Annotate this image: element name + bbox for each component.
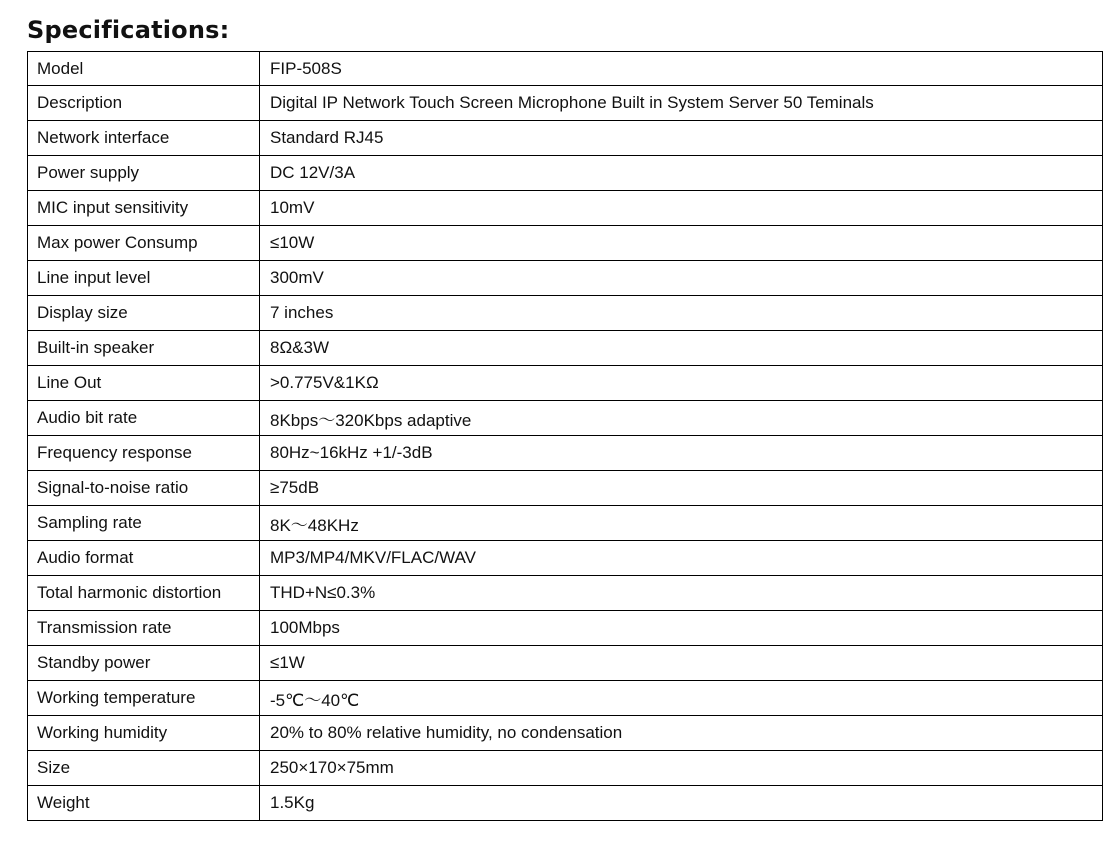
spec-row-weight (28, 786, 1103, 821)
spec-value: ≤1W (260, 646, 1103, 681)
spec-value: THD+N≤0.3% (260, 576, 1103, 611)
spec-value: 10mV (260, 191, 1103, 226)
spec-value: ≤10W (260, 226, 1103, 261)
spec-row-signal-to-noise (28, 471, 1103, 506)
spec-row-description (28, 86, 1103, 121)
spec-label: Audio bit rate (28, 401, 260, 436)
spec-value: MP3/MP4/MKV/FLAC/WAV (260, 541, 1103, 576)
spec-label: Size (28, 751, 260, 786)
spec-value: ≥75dB (260, 471, 1103, 506)
spec-row-line-input-level (28, 261, 1103, 296)
spec-row-frequency-response (28, 436, 1103, 471)
spec-value: 20% to 80% relative humidity, no condensation (260, 716, 1103, 751)
spec-row-mic-input-sensitivity (28, 191, 1103, 226)
spec-value: DC 12V/3A (260, 156, 1103, 191)
spec-label: Working temperature (28, 681, 260, 716)
spec-value: 8Kbps～320Kbps adaptive (260, 401, 1103, 436)
spec-value: 7 inches (260, 296, 1103, 331)
spec-label: Signal-to-noise ratio (28, 471, 260, 506)
spec-label: Working humidity (28, 716, 260, 751)
spec-value: Digital IP Network Touch Screen Microphone Built in System Server 50 Teminals (260, 86, 1103, 121)
spec-label: Standby power (28, 646, 260, 681)
spec-label: Network interface (28, 121, 260, 156)
spec-value: 8Ω&3W (260, 331, 1103, 366)
spec-row-built-in-speaker (28, 331, 1103, 366)
spec-row-sampling-rate (28, 506, 1103, 541)
spec-row-standby-power (28, 646, 1103, 681)
spec-label: Sampling rate (28, 506, 260, 541)
spec-row-max-power (28, 226, 1103, 261)
spec-label: Frequency response (28, 436, 260, 471)
spec-value: 8K～48KHz (260, 506, 1103, 541)
spec-label: Description (28, 86, 260, 121)
spec-row-size (28, 751, 1103, 786)
spec-row-audio-format (28, 541, 1103, 576)
spec-row-power-supply (28, 156, 1103, 191)
spec-label: Total harmonic distortion (28, 576, 260, 611)
spec-value: 1.5Kg (260, 786, 1103, 821)
spec-row-display-size (28, 296, 1103, 331)
spec-label: Line Out (28, 366, 260, 401)
spec-value: 300mV (260, 261, 1103, 296)
spec-row-working-humidity (28, 716, 1103, 751)
spec-row-audio-bit-rate (28, 401, 1103, 436)
spec-label: Max power Consump (28, 226, 260, 261)
spec-value: >0.775V&1KΩ (260, 366, 1103, 401)
spec-value: -5℃～40℃ (260, 681, 1103, 716)
spec-label: Audio format (28, 541, 260, 576)
spec-value: FIP-508S (260, 52, 1103, 86)
spec-row-model (28, 52, 1103, 86)
specifications-table (27, 51, 1103, 821)
spec-row-line-out (28, 366, 1103, 401)
spec-value: 250×170×75mm (260, 751, 1103, 786)
spec-label: Weight (28, 786, 260, 821)
spec-value: 80Hz~16kHz +1/-3dB (260, 436, 1103, 471)
spec-label: MIC input sensitivity (28, 191, 260, 226)
spec-value: Standard RJ45 (260, 121, 1103, 156)
spec-label: Power supply (28, 156, 260, 191)
spec-row-total-harmonic-distortion (28, 576, 1103, 611)
spec-label: Display size (28, 296, 260, 331)
spec-row-network-interface (28, 121, 1103, 156)
specifications-heading: Specifications: (27, 16, 230, 44)
spec-label: Transmission rate (28, 611, 260, 646)
spec-label: Model (28, 52, 260, 86)
spec-label: Built-in speaker (28, 331, 260, 366)
spec-row-transmission-rate (28, 611, 1103, 646)
spec-value: 100Mbps (260, 611, 1103, 646)
spec-label: Line input level (28, 261, 260, 296)
spec-row-working-temperature (28, 681, 1103, 716)
